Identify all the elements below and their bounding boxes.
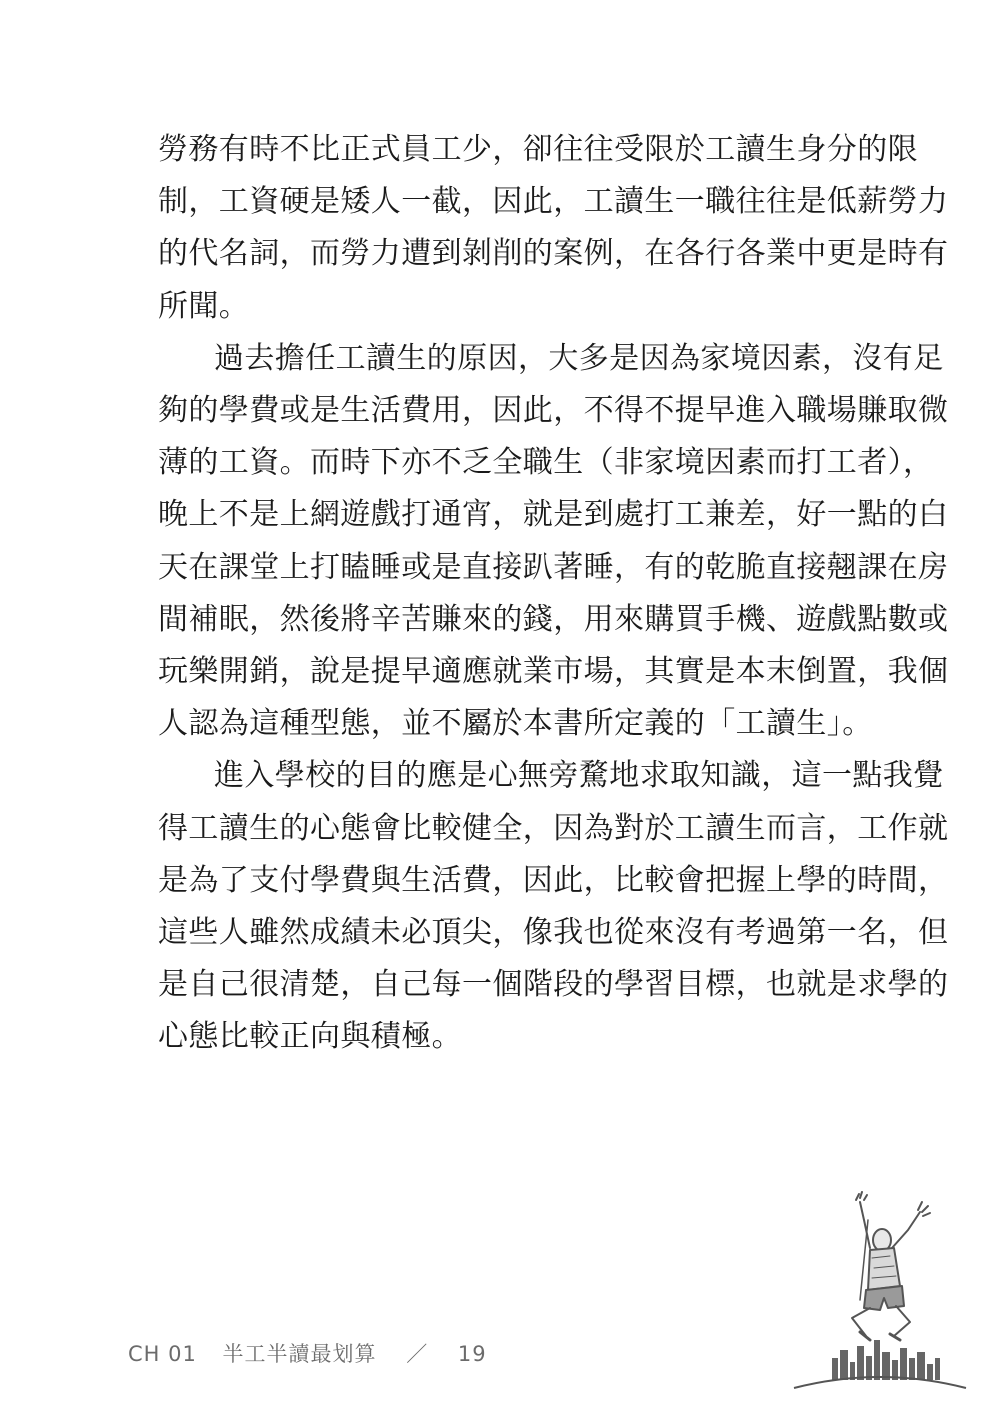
text-line: 心態比較正向與積極。: [158, 1019, 462, 1055]
chapter-title: 半工半讀最划算: [222, 1342, 377, 1366]
paragraph-3: [158, 750, 949, 1063]
text-line: 這些人雖然成績未必頂尖，像我也從來沒有考過第一名，但: [158, 915, 949, 951]
paragraph-2: [158, 333, 949, 751]
page-footer: [128, 1338, 487, 1368]
text-line: 是為了支付學費與生活費，因此，比較會把握上學的時間，: [158, 862, 949, 898]
text-line: 晚上不是上網遊戲打通宵，就是到處打工兼差，好一點的白: [158, 497, 949, 533]
text-line: 制，工資硬是矮人一截，因此，工讀生一職往往是低薪勞力: [158, 184, 949, 220]
footer-separator: ／: [406, 1342, 429, 1366]
text-line: 夠的學費或是生活費用，因此，不得不提早進入職場賺取微: [158, 393, 949, 429]
text-line: 勞務有時不比正式員工少，卻往往受限於工讀生身分的限: [158, 132, 918, 167]
page-number: 19: [457, 1342, 487, 1366]
text-line: 過去擔任工讀生的原因，大多是因為家境因素，沒有足: [214, 340, 944, 376]
paragraph-1: [158, 124, 949, 333]
text-line: 間補眠，然後將辛苦賺來的錢，用來購買手機、遊戲點數或: [158, 601, 949, 637]
text-line: 是自己很清楚，自己每一個階段的學習目標，也就是求學的: [158, 967, 949, 1003]
text-line: 所聞。: [158, 288, 250, 324]
text-line: 人認為這種型態，並不屬於本書所定義的「工讀生」。: [158, 706, 873, 742]
text-line: 進入學校的目的應是心無旁騖地求取知識，這一點我覺: [214, 758, 944, 794]
body-text: [158, 124, 949, 1064]
chapter-label: CH 01: [128, 1342, 197, 1366]
text-line: 玩樂開銷，說是提早適應就業市場，其實是本末倒置，我個: [158, 654, 949, 690]
text-line: 得工讀生的心態會比較健全，因為對於工讀生而言，工作就: [158, 810, 949, 846]
text-line: 的代名詞，而勞力遭到剝削的案例，在各行各業中更是時有: [158, 236, 949, 272]
jumping-person-over-city-skyline-icon: [790, 1190, 970, 1400]
text-line: 天在課堂上打瞌睡或是直接趴著睡，有的乾脆直接翹課在房: [158, 549, 949, 585]
text-line: 薄的工資。而時下亦不乏全職生（非家境因素而打工者），: [158, 445, 934, 481]
